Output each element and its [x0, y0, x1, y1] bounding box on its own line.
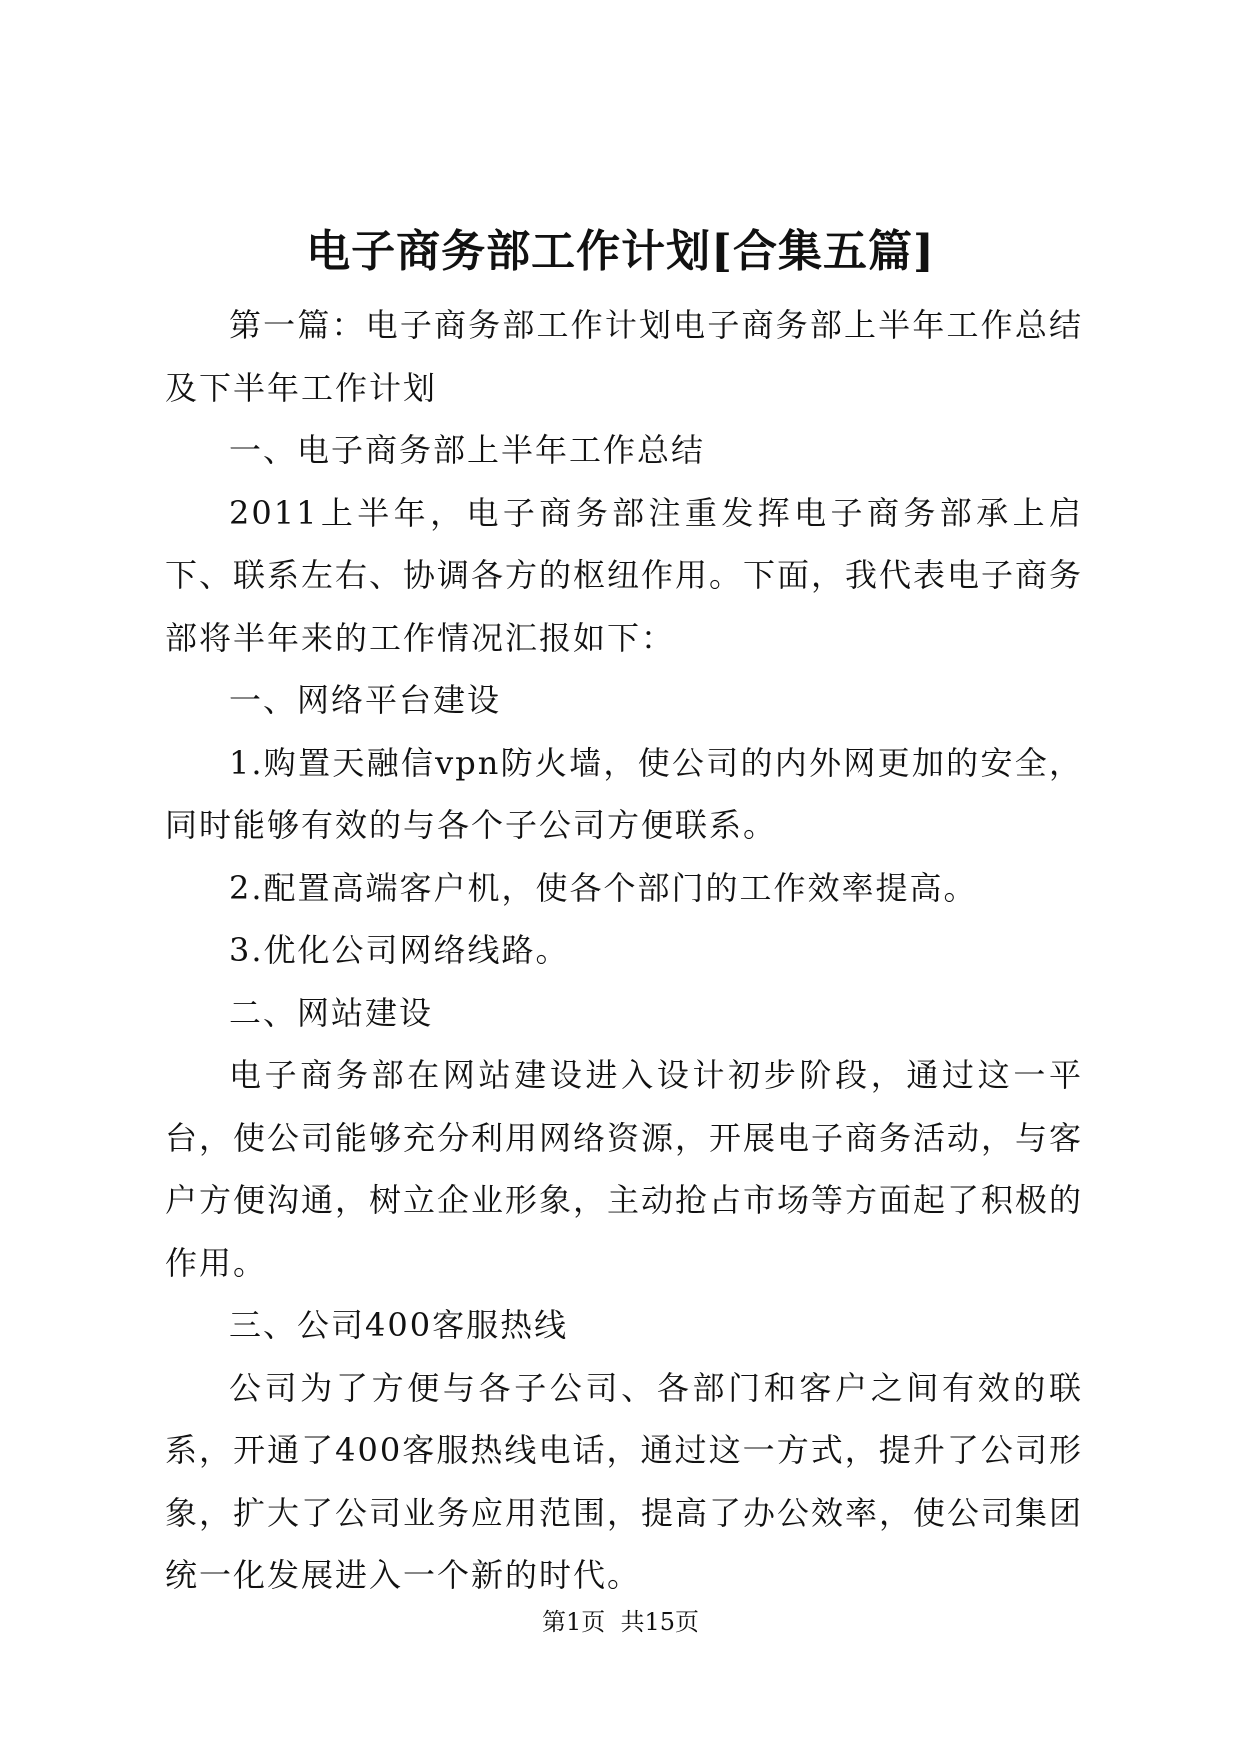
page-current: 1 — [565, 1608, 582, 1636]
paragraph-8: 二、网站建设 — [229, 993, 434, 1032]
paragraph-11: 公司为了方便与各子公司、各部门和客户之间有效的联系，开通了400客服热线电话，通过这一方式，提升了公司形象，扩大了公司业务应用范围，提高了办公效率，使公司集团统一化发展进入一个新的时代。 — [165, 1368, 1084, 1594]
paragraph-6: 2.配置高端客户机，使各个部门的工作效率提高。 — [229, 868, 978, 907]
page-suffix: 页 — [675, 1608, 700, 1636]
document-body — [165, 294, 1083, 1607]
page-number-footer — [0, 1606, 1241, 1638]
page-prefix: 第 — [541, 1608, 566, 1636]
document-title: 电子商务部工作计划[合集五篇] — [306, 226, 935, 277]
paragraph-1: 第一篇：电子商务部工作计划电子商务部上半年工作总结及下半年工作计划 — [165, 306, 1083, 407]
paragraph-10: 三、公司400客服热线 — [229, 1306, 569, 1344]
paragraph-7: 3.优化公司网络线路。 — [229, 931, 570, 969]
paragraph-3: 2011上半年，电子商务部注重发挥电子商务部承上启下、联系左右、协调各方的枢纽作用。下面，我代表电子商务部将半年来的工作情况汇报如下： — [165, 493, 1084, 657]
page-total: 15 — [644, 1608, 676, 1636]
paragraph-4: 一、网络平台建设 — [229, 681, 502, 719]
page-mid: 页 共 — [581, 1608, 645, 1636]
paragraph-5: 1.购置天融信vpn防火墙，使公司的内外网更加的安全，同时能够有效的与各个子公司方便联系。 — [165, 743, 1083, 844]
paragraph-9: 电子商务部在网站建设进入设计初步阶段，通过这一平台，使公司能够充分利用网络资源，开展电子商务活动，与客户方便沟通，树立企业形象，主动抢占市场等方面起了积极的作用。 — [165, 1056, 1084, 1282]
paragraph-2: 一、电子商务部上半年工作总结 — [229, 431, 706, 469]
